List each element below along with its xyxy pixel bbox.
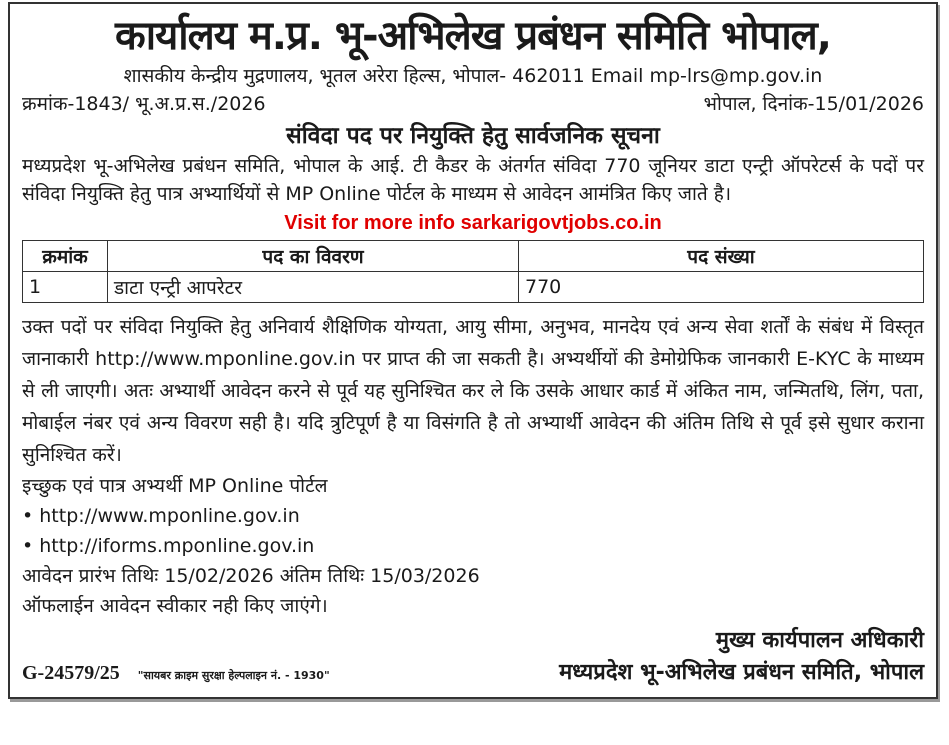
mponline-link[interactable]: http://www.mponline.gov.in: [39, 505, 300, 527]
notice-heading: संविदा पद पर नियुक्ति हेतु सार्वजनिक सूचना: [286, 123, 660, 149]
portal-intro: इच्छुक एवं पात्र अभ्यर्थी MP Online पोर्टल: [22, 475, 328, 497]
signatory-designation: मुख्य कार्यपालन अधिकारी: [715, 628, 924, 653]
table-row: [23, 272, 924, 303]
link-item: • http://www.mponline.gov.in: [22, 505, 300, 527]
table-header-row: [23, 241, 924, 272]
footer-row: [22, 657, 924, 689]
col-post: पद का विवरण: [108, 241, 519, 272]
cell-serial: 1: [23, 272, 108, 303]
cell-count: 770: [519, 272, 924, 303]
posts-table: [22, 240, 924, 303]
details-paragraph: उक्त पदों पर संविदा नियुक्ति हेतु अनिवार्य शैक्षिणिक योग्यता, आयु सीमा, अनुभव, मानदेय एवं अन्य सेवा शर्तों के संबंध में विस्तृत जानाकारी http://www.mponline.gov.in पर प्राप्त की जा सकती है। अभ्यर्थीयों की डेमोग्रेफिक जानकारी E-KYC के माध्यम से ली जाएगी। अतः अभ्यार्थी आवेदन करने से पूर्व यह सुनिश्चित कर ले कि उसके आधार कार्ड में अंकित नाम, जन्मितथि, लिंग, पता, मोबाईल नंबर एवं अन्य विवरण सही है। यदि त्रुटिपूर्ण है या विसंगति है तो अभ्यार्थी आवेदन की अंतिम तिथि से पूर्व इसे सुधार कराना सुनिश्चित करें।: [22, 316, 924, 466]
iforms-link[interactable]: http://iforms.mponline.gov.in: [39, 535, 315, 557]
g-number: G-24579/25: [22, 662, 120, 684]
notice-border: [8, 2, 938, 699]
col-count: पद संख्या: [519, 241, 924, 272]
helpline-text: "सायबर क्राइम सुरक्षा हेल्पलाइन नं. - 1930": [137, 669, 330, 682]
notice-date: भोपाल, दिनांक-15/01/2026: [703, 93, 924, 115]
intro-paragraph: मध्यप्रदेश भू-अभिलेख प्रबंधन समिति, भोपाल के आई. टी कैडर के अंतर्गत संविदा 770 जूनियर डाटा एन्ट्री ऑपरेटर्स के पदों पर संविदा नियुक्ति हेतु पात्र अभ्यार्थियों से MP Online पोर्टल के माध्यम से आवेदन आमंत्रित किए जाते है।: [22, 155, 924, 205]
office-title: कार्यालय म.प्र. भू-अभिलेख प्रबंधन समिति भोपाल,: [114, 13, 832, 59]
cell-post: डाटा एन्ट्री आपरेटर: [108, 272, 519, 303]
reference-number: क्रमांक-1843/ भू.अ.प्र.स./2026: [22, 93, 266, 115]
offline-note: ऑफलाईन आवेदन स्वीकार नही किए जाएंगे।: [22, 595, 328, 617]
watermark-text: Visit for more info sarkarigovtjobs.co.in: [284, 212, 662, 234]
link-item: • http://iforms.mponline.gov.in: [22, 535, 315, 557]
application-dates: आवेदन प्रारंभ तिथिः 15/02/2026 अंतिम तिथिः 15/03/2026: [22, 565, 480, 587]
office-address: शासकीय केन्द्रीय मुद्रणालय, भूतल अरेरा हिल्स, भोपाल- 462011 Email mp-lrs@mp.gov.in: [123, 65, 823, 87]
col-serial: क्रमांक: [23, 241, 108, 272]
signatory-organization: मध्यप्रदेश भू-अभिलेख प्रबंधन समिति, भोपाल: [559, 660, 924, 685]
reference-row: [22, 90, 924, 118]
